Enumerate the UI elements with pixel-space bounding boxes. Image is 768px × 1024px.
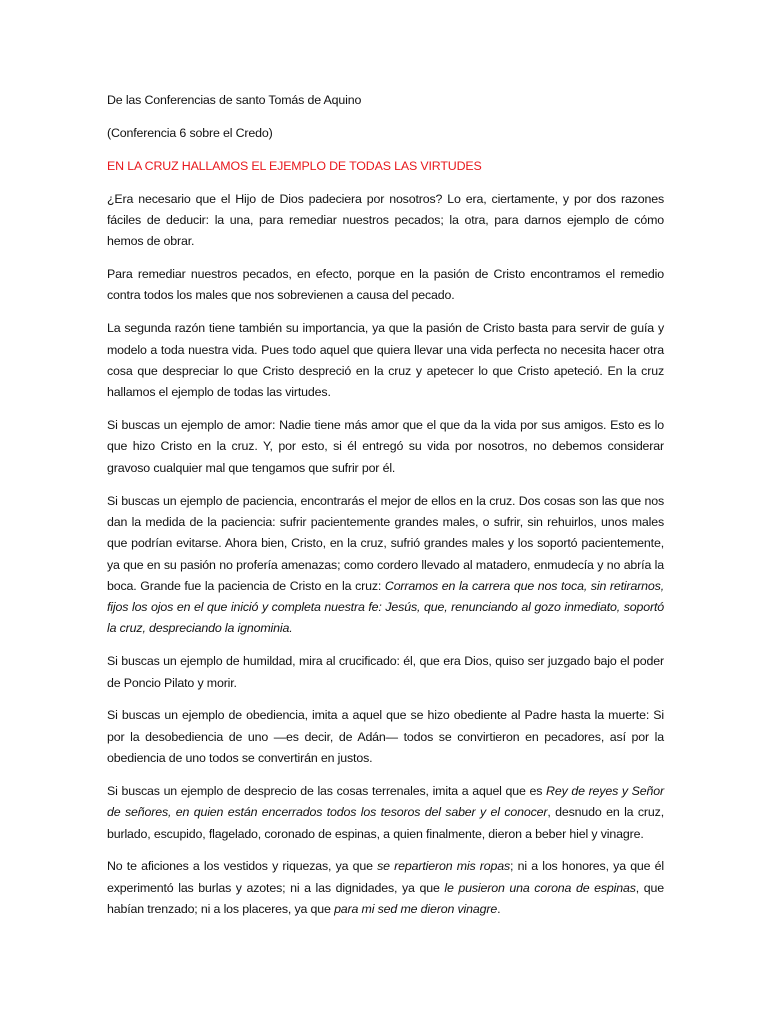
section-heading: EN LA CRUZ HALLAMOS EL EJEMPLO DE TODAS LAS VIRTUDES xyxy=(107,158,482,173)
paragraph-2: Para remediar nuestros pecados, en efecto, porque en la pasión de Cristo encontramos el remedio contra todos los males que nos sobrevienen a causa del pecado. xyxy=(107,267,664,303)
paragraph-9-text-a: No te aficiones a los vestidos y riquezas, ya que xyxy=(107,859,378,874)
paragraph-1: ¿Era necesario que el Hijo de Dios padeciera por nosotros? Lo era, ciertamente, y por dos razones fáciles de deducir: la una, para remediar nuestros pecados; la otra, para darnos ejemplo de cómo hemos de obrar. xyxy=(107,191,664,249)
paragraph-5 xyxy=(107,491,664,640)
paragraph-3: La segunda razón tiene también su importancia, ya que la pasión de Cristo basta para servir de guía y modelo a toda nuestra vida. Pues todo aquel que quiera llevar una vida perfecta no necesita hacer otra cosa que despreciar lo que Cristo despreció en la cruz y apetecer lo que Cristo apeteció. En la cruz hallamos el ejemplo de todas las virtudes. xyxy=(107,321,664,400)
paragraph-7: Si buscas un ejemplo de obediencia, imita a aquel que se hizo obediente al Padre hasta la muerte: Si por la desobediencia de uno —es decir, de Adán— todos se convirtieron en pecadores, así por la obediencia de uno todos se convertirán en justos. xyxy=(107,708,664,766)
paragraph-8-quote: Rey de reyes y Señor de señores, en quien están encerrados todos los tesoros del saber y el conocer xyxy=(107,783,664,820)
paragraph-8 xyxy=(107,781,664,845)
paragraph-5-text: Si buscas un ejemplo de paciencia, encontrarás el mejor de ellos en la cruz. Dos cosas son las que nos dan la medida de la paciencia: sufrir pacientemente grandes males, o sufrir, sin rehuirlos, unos males que podrían evitarse. Ahora bien, Cristo, en la cruz, sufrió grandes males y los soportó pacientemente, ya que en su pasión no profería amenazas; como cordero llevado al matadero, enmudecía y no abría la boca. Grande fue la paciencia de Cristo en la cruz: xyxy=(107,493,664,593)
document-subtitle: (Conferencia 6 sobre el Credo) xyxy=(107,125,273,140)
paragraph-5-quote: Corramos en la carrera que nos toca, sin retirarnos, fijos los ojos en el que inició y completa nuestra fe: Jesús, que, renunciando al gozo inmediato, soportó la cruz, despreciando la ignominia. xyxy=(107,578,665,636)
paragraph-8-text-b: , desnudo en la cruz, burlado, escupido, flagelado, coronado de espinas, a quien finalmente, dieron a beber hiel y vinagre. xyxy=(107,805,664,841)
paragraph-8-text-a: Si buscas un ejemplo de desprecio de las cosas terrenales, imita a aquel que es xyxy=(107,783,547,798)
paragraph-9-quote-a: se repartieron mis ropas xyxy=(377,859,511,874)
document-title: De las Conferencias de santo Tomás de Aquino xyxy=(107,93,362,107)
paragraph-6: Si buscas un ejemplo de humildad, mira al crucificado: él, que era Dios, quiso ser juzgado bajo el poder de Poncio Pilato y morir. xyxy=(107,654,664,690)
document-page xyxy=(107,90,664,932)
paragraph-9-text-b: ; ni a los honores, ya que él experimentó las burlas y azotes; ni a las dignidades, ya que xyxy=(107,859,665,895)
paragraph-4: Si buscas un ejemplo de amor: Nadie tiene más amor que el que da la vida por sus amigos. Esto es lo que hizo Cristo en la cruz. Y, por esto, si él entregó su vida por nosotros, no debemos considerar gravoso cualquier mal que tengamos que sufrir por él. xyxy=(107,418,664,475)
paragraph-9-quote-c: para mi sed me dieron vinagre xyxy=(334,902,498,917)
paragraph-9-text-c: , que habían trenzado; ni a los placeres, ya que xyxy=(107,880,664,917)
paragraph-9-text-d: . xyxy=(497,902,501,917)
paragraph-9 xyxy=(107,856,664,920)
paragraph-9-quote-b: le pusieron una corona de espinas xyxy=(444,880,636,895)
